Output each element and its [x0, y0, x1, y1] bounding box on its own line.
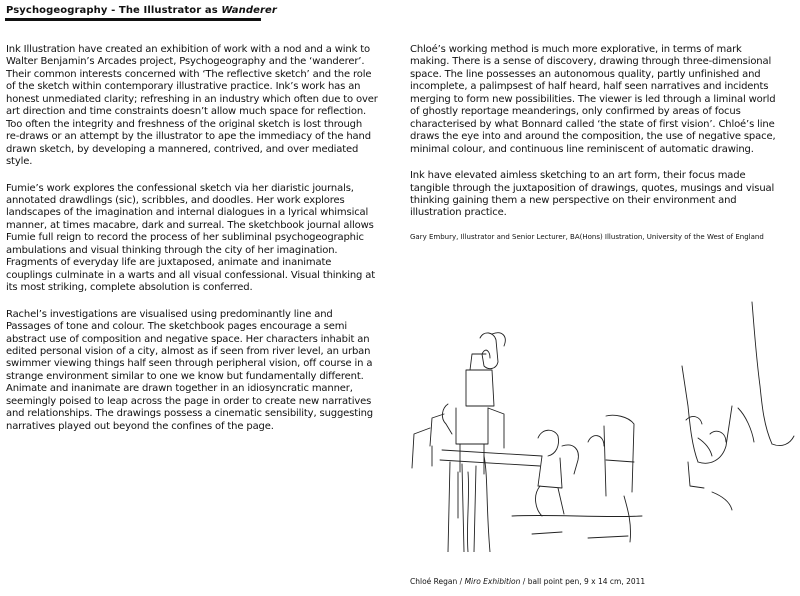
paragraph-fumie: Fumie’s work explores the confessional sketch via her diaristic journals, annotated drawdlings (sic), scribbles, and doodles. Her work explores landscapes of the imagination and internal dialogues in a lyrical whimsical manner, at times macabre, dark and surreal. The sketchbook journal allows Fumie full reign to record the process of her subliminal psychogeographic ambulations and visual thinking through the city of her imagination. Fragments of everyday life are juxtaposed, animate and inanimate couplings culminate in a warts and all visual confessional. Visual thinking at its most striking, complete absolution is conferred.	[6, 182, 376, 294]
caption-details: / ball point pen, 9 x 14 cm, 2011	[520, 577, 646, 586]
image-caption	[410, 577, 645, 586]
title-underline	[5, 18, 261, 21]
right-column	[410, 44, 782, 242]
ballpoint-sketch-illustration	[392, 296, 797, 552]
paragraph-rachel: Rachel’s investigations are visualised using predominantly line and Passages of tone and colour. The sketchbook pages encourage a semi abstract use of composition and negative space. Her characters inhabit an edited personal vision of a city, almost as if seen from river level, an urban swimmer viewing things half seen through peripheral vision, off course in a strange environment similar to one we know but fundamentally different. Animate and inanimate are drawn together in an idiosyncratic manner, seemingly poised to leap across the page in order to create new narratives and relationships. The drawings possess a cinematic sensibility, suggesting narratives played out beyond the confines of the page.	[6, 308, 373, 432]
author-credit: Gary Embury, Illustrator and Senior Lecturer, BA(Hons) Illustration, University of the West of England	[410, 232, 764, 241]
caption-work-title: Miro Exhibition	[464, 577, 521, 586]
page-title	[6, 5, 277, 16]
caption-artist: Chloé Regan /	[410, 577, 465, 586]
title-italic: Wanderer	[221, 5, 277, 16]
paragraph-ink-intro: Ink Illustration have created an exhibition of work with a nod and a wink to Walter Benjamin’s Arcades project, Psychogeography and the ‘wanderer’. Their common interests concerned with ‘The reflective sketch’ and the role of the sketch within contemporary illustrative practice. Ink’s work has an honest unmediated clarity; refreshing in an industry which often due to over art direction and time constraints doesn’t allow much space for reflection. Too often the integrity and freshness of the original sketch is lost through re-draws or an attempt by the illustrator to ape the immediacy of the hand drawn sketch, by developing a mannered, contrived, and over mediated style.	[6, 44, 378, 168]
title-prefix: Psychogeography - The Illustrator as	[6, 5, 222, 16]
paragraph-chloe: Chloé’s working method is much more explorative, in terms of mark making. There is a sense of discovery, drawing through three-dimensional space. The line possesses an autonomous quality, partly unfinished and incomplete, a palimpsest of half heard, half seen narratives and incidents merging to form new possibilities. The viewer is led through a liminal world of ghostly reportage meanderings, only confirmed by areas of focus characterised by what Bonnard called ‘the state of first vision’. Chloé’s line draws the eye into and around the composition, the use of negative space, minimal colour, and continuous line reminiscent of automatic drawing.	[410, 44, 776, 155]
paragraph-ink-conclusion: Ink have elevated aimless sketching to an art form, their focus made tangible through the juxtaposition of drawings, quotes, musings and visual thinking gaining them a new perspective on their environment and illustration practice.	[410, 170, 775, 219]
left-column	[6, 44, 378, 447]
